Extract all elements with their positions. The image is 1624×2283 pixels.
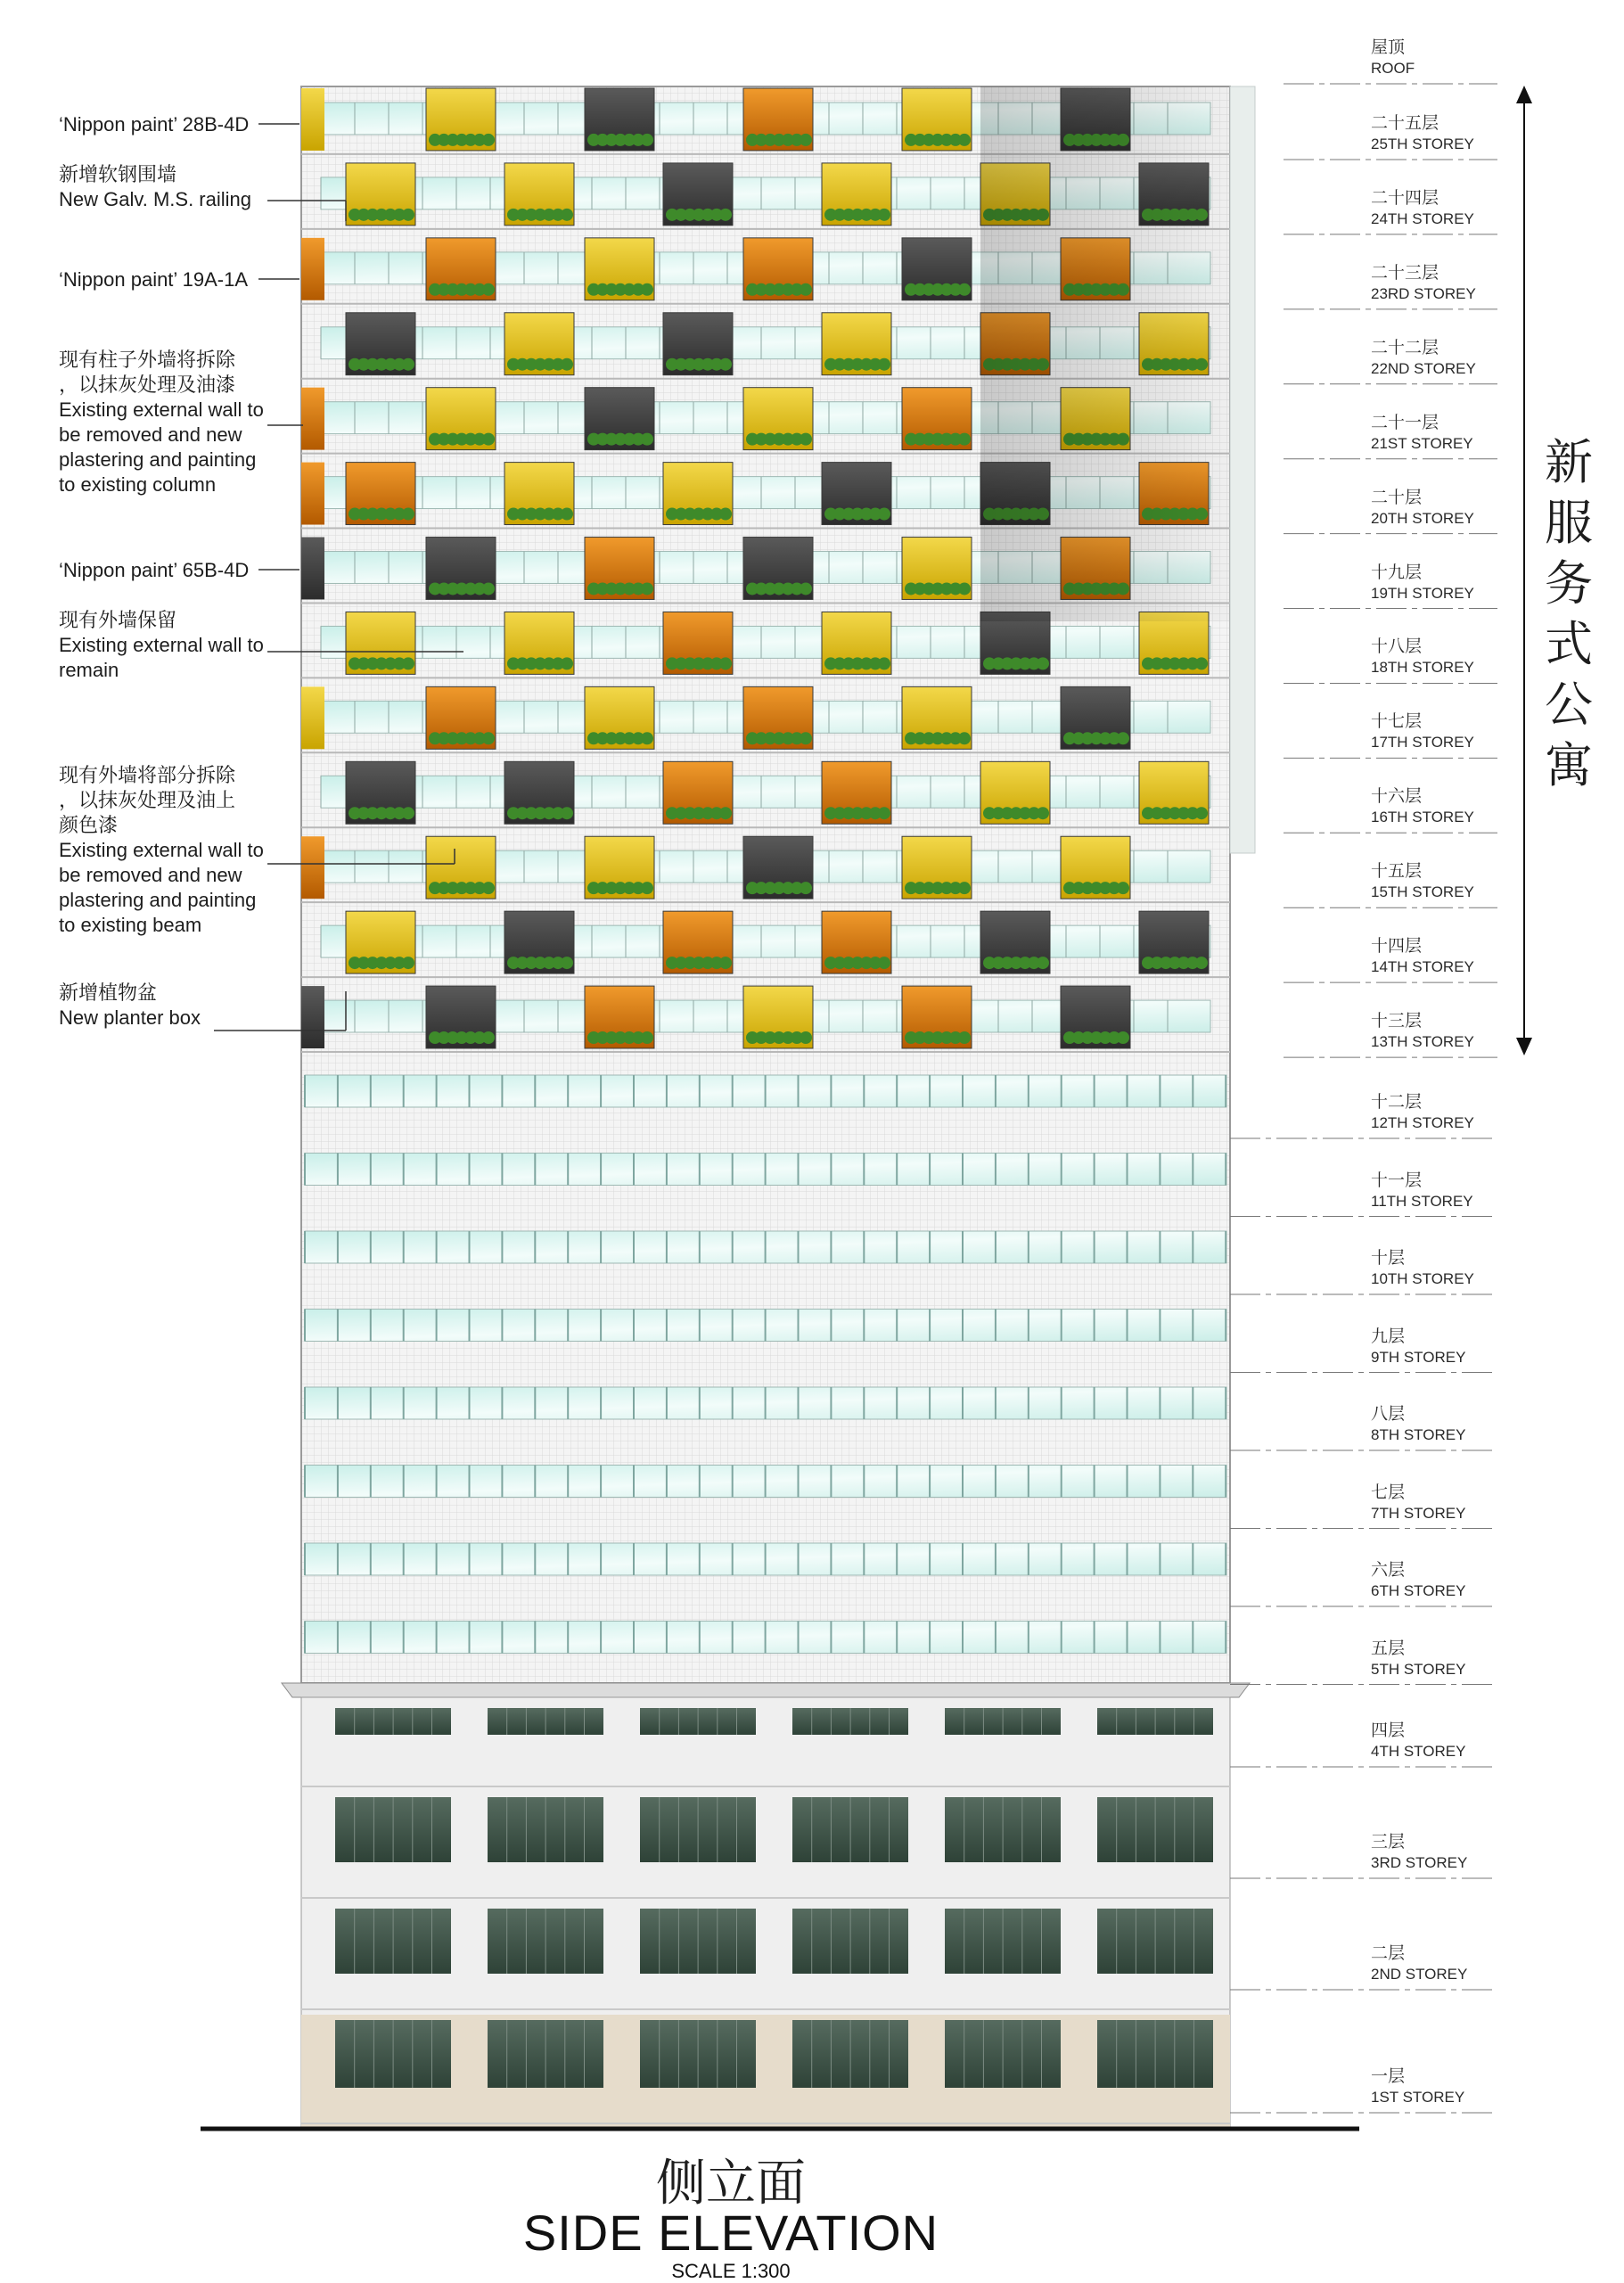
planter-foliage — [800, 134, 812, 146]
floor-label-zh: 二层 — [1371, 1944, 1406, 1963]
floor-label-zh: 二十五层 — [1371, 114, 1439, 133]
floor-label-en: 17TH STOREY — [1371, 734, 1474, 751]
floor-label-en: 4TH STOREY — [1371, 1743, 1466, 1760]
planter-foliage — [719, 508, 732, 521]
zone-label-character: 式 — [1545, 616, 1593, 672]
planter-foliage — [482, 1031, 495, 1044]
floor-label — [1371, 861, 1474, 902]
planter-foliage — [800, 433, 812, 446]
planter-foliage — [800, 1031, 812, 1044]
floor-label-en: 1ST STOREY — [1371, 2089, 1465, 2106]
floor-label-en: 6TH STOREY — [1371, 1582, 1466, 1599]
floor-label-en: 14TH STOREY — [1371, 958, 1474, 976]
zone-label-character: 寓 — [1545, 737, 1593, 793]
floor-label — [1371, 413, 1473, 454]
floor-label-zh: 一层 — [1371, 2067, 1406, 2086]
floor-label — [1371, 1326, 1465, 1367]
floor-label — [1371, 1011, 1474, 1052]
floor-label-en: ROOF — [1371, 60, 1415, 77]
annotation-line: Existing external wall to — [59, 634, 264, 656]
planter-foliage — [561, 508, 573, 521]
annotation-line: New planter box — [59, 1006, 201, 1029]
wing-shadow — [980, 86, 1230, 621]
floor-label — [1371, 1170, 1473, 1211]
storey-row — [301, 686, 1230, 752]
floor-label — [1371, 488, 1474, 529]
edge-paint-strip — [301, 88, 324, 151]
edge-paint-strip — [301, 686, 324, 749]
floor-label-en: 10TH STOREY — [1371, 1270, 1474, 1287]
planter-foliage — [402, 957, 414, 969]
floor-label-en: 7TH STOREY — [1371, 1504, 1466, 1522]
drawing-scale: SCALE 1:300 — [671, 2260, 791, 2282]
annotation-line: ，以抹灰处理及油上 — [59, 789, 236, 811]
floor-label-zh: 五层 — [1371, 1638, 1406, 1658]
planter-foliage — [482, 582, 495, 595]
annotation-line: 颜色漆 — [59, 814, 119, 836]
floor-label-en: 5TH STOREY — [1371, 1660, 1466, 1678]
annotation-line: Existing external wall to — [59, 398, 264, 421]
storey-row — [305, 1231, 1226, 1263]
planter-foliage — [800, 283, 812, 296]
planter-foliage — [719, 209, 732, 221]
annotation-line: to existing beam — [59, 914, 202, 936]
floor-label — [1371, 1560, 1465, 1601]
floor-label-en: 20TH STOREY — [1371, 509, 1474, 527]
storey-row — [305, 1075, 1226, 1107]
edge-paint-strip — [301, 238, 324, 300]
floor-label — [1371, 1720, 1465, 1762]
edge-paint-strip — [301, 388, 324, 450]
planter-foliage — [561, 957, 573, 969]
floor-label-zh: 二十四层 — [1371, 188, 1439, 208]
annotation-line: to existing column — [59, 473, 217, 496]
floor-label-zh: 二十一层 — [1371, 413, 1439, 432]
planter-foliage — [878, 657, 890, 669]
planter-foliage — [561, 807, 573, 819]
annotation-nippon-65b-4d — [59, 558, 249, 583]
edge-paint-strip — [301, 538, 324, 600]
annotation-line: be removed and new — [59, 423, 242, 446]
annotation-line: Existing external wall to — [59, 839, 264, 861]
annotation-line: 现有外墙将部分拆除 — [59, 764, 236, 786]
annotation-line: be removed and new — [59, 864, 242, 886]
planter-foliage — [719, 807, 732, 819]
planter-foliage — [402, 209, 414, 221]
building-facade — [201, 86, 1359, 2129]
planter-foliage — [1195, 957, 1208, 969]
planter-foliage — [719, 358, 732, 371]
floor-label — [1371, 563, 1474, 604]
floor-label-zh: 六层 — [1371, 1561, 1406, 1580]
floor-label-zh: 十四层 — [1371, 937, 1423, 957]
floor-label-en: 22ND STOREY — [1371, 359, 1476, 377]
annotation-line: 现有柱子外墙将拆除 — [59, 349, 236, 371]
floor-label-en: 15TH STOREY — [1371, 883, 1474, 901]
planter-foliage — [878, 508, 890, 521]
planter-foliage — [402, 358, 414, 371]
edge-paint-strip — [301, 986, 324, 1048]
floor-label-zh: 十九层 — [1371, 563, 1423, 582]
floor-label-en: 3RD STOREY — [1371, 1854, 1468, 1871]
annotation-beam-wall-removed — [59, 763, 264, 938]
planter-foliage — [641, 433, 653, 446]
floor-label — [1371, 1943, 1467, 1984]
floor-label — [1371, 711, 1474, 752]
planter-foliage — [1195, 807, 1208, 819]
storey-row — [301, 986, 1230, 1052]
planter-foliage — [1117, 1031, 1129, 1044]
planter-foliage — [561, 209, 573, 221]
planter-foliage — [1117, 732, 1129, 744]
floor-label-en: 23RD STOREY — [1371, 284, 1476, 302]
planter-foliage — [958, 882, 971, 894]
storey-row — [305, 1543, 1226, 1575]
annotation-nippon-28b-4d — [59, 112, 249, 137]
planter-foliage — [641, 134, 653, 146]
annotation-line: remain — [59, 659, 119, 681]
annotation-nippon-19a-1a — [59, 267, 248, 292]
annotation-line: plastering and painting — [59, 889, 257, 911]
floor-label — [1371, 1638, 1465, 1679]
floor-label-zh: 十五层 — [1371, 862, 1423, 882]
zone-label-serviced-apartment — [1542, 432, 1595, 796]
storey-row — [305, 1466, 1226, 1498]
floor-label — [1371, 37, 1415, 78]
planter-foliage — [641, 1031, 653, 1044]
floor-label-zh: 二十层 — [1371, 488, 1423, 507]
annotation-line: 现有外墙保留 — [59, 609, 177, 631]
storey-row — [305, 1387, 1226, 1419]
planter-foliage — [482, 433, 495, 446]
storey-row — [301, 2015, 1230, 2129]
floor-label-en: 16TH STOREY — [1371, 809, 1474, 826]
planter-foliage — [958, 1031, 971, 1044]
planter-foliage — [800, 882, 812, 894]
floor-label — [1371, 1248, 1474, 1289]
planter-foliage — [719, 957, 732, 969]
zone-label-character: 新 — [1545, 434, 1593, 490]
annotation-planter-box — [59, 981, 201, 1031]
floor-label — [1371, 1482, 1465, 1523]
floor-label-zh: 二十二层 — [1371, 338, 1439, 357]
planter-foliage — [800, 582, 812, 595]
storey-row — [301, 836, 1230, 902]
floor-label — [1371, 786, 1474, 827]
floor-label-zh: 八层 — [1371, 1405, 1406, 1424]
floor-label-en: 8TH STOREY — [1371, 1426, 1466, 1443]
floor-label-en: 21ST STOREY — [1371, 434, 1473, 452]
planter-foliage — [719, 657, 732, 669]
floor-label — [1371, 113, 1474, 154]
planter-foliage — [958, 433, 971, 446]
floor-label-en: 2ND STOREY — [1371, 1966, 1468, 1983]
planter-foliage — [800, 732, 812, 744]
floor-label-zh: 十一层 — [1371, 1170, 1423, 1190]
floor-label — [1371, 1404, 1465, 1445]
annotation-text-en: New Galv. M.S. railing — [59, 188, 251, 210]
planter-foliage — [482, 283, 495, 296]
annotation-text: ‘Nippon paint’ 19A-1A — [59, 268, 248, 291]
drawing-title-en: SIDE ELEVATION — [522, 2205, 939, 2261]
planter-foliage — [958, 732, 971, 744]
floor-label — [1371, 1832, 1467, 1873]
floor-label-zh: 十二层 — [1371, 1093, 1423, 1112]
floor-label-zh: 四层 — [1371, 1721, 1406, 1740]
floor-label-zh: 十三层 — [1371, 1012, 1423, 1031]
planter-foliage — [561, 657, 573, 669]
planter-foliage — [878, 807, 890, 819]
planter-foliage — [1037, 807, 1049, 819]
planter-foliage — [958, 134, 971, 146]
planter-foliage — [878, 957, 890, 969]
planter-foliage — [641, 882, 653, 894]
planter-foliage — [1195, 657, 1208, 669]
floor-label-zh: 三层 — [1371, 1833, 1406, 1852]
floor-label — [1371, 1092, 1474, 1133]
planter-foliage — [402, 807, 414, 819]
planter-foliage — [878, 209, 890, 221]
floor-label — [1371, 936, 1474, 977]
window-strip — [321, 925, 1210, 957]
floor-label-en: 11TH STOREY — [1371, 1192, 1473, 1210]
zone-label-character: 公 — [1545, 677, 1593, 733]
planter-foliage — [878, 358, 890, 371]
planter-foliage — [1117, 882, 1129, 894]
floor-label-zh: 十八层 — [1371, 637, 1423, 657]
floor-label-en: 25TH STOREY — [1371, 136, 1474, 152]
planter-foliage — [561, 358, 573, 371]
floor-label — [1371, 2066, 1464, 2107]
edge-paint-strip — [301, 463, 324, 525]
planter-foliage — [1037, 657, 1049, 669]
annotation-line: plastering and painting — [59, 448, 257, 471]
annotation-column-wall-removed — [59, 348, 264, 497]
floor-label-zh: 九层 — [1371, 1326, 1406, 1346]
planter-foliage — [641, 283, 653, 296]
floor-label — [1371, 636, 1474, 678]
planter-foliage — [958, 283, 971, 296]
annotation-text-zh: 新增软钢围墙 — [59, 163, 177, 185]
floor-label-zh: 二十三层 — [1371, 263, 1439, 283]
floor-label — [1371, 338, 1476, 379]
annotation-text: ‘Nippon paint’ 28B-4D — [59, 113, 250, 136]
podium-cornice — [282, 1683, 1250, 1697]
floor-label-en: 19TH STOREY — [1371, 584, 1474, 602]
storey-row — [305, 1310, 1226, 1342]
floor-label-en: 12TH STOREY — [1371, 1114, 1474, 1131]
annotation-line: ，以抹灰处理及油漆 — [59, 374, 236, 396]
storey-row — [305, 1622, 1226, 1654]
floor-label-en: 24TH STOREY — [1371, 209, 1474, 227]
floor-label-zh: 十七层 — [1371, 712, 1423, 732]
annotation-new-railing — [59, 162, 251, 212]
floor-label-en: 9TH STOREY — [1371, 1348, 1466, 1366]
planter-foliage — [1037, 957, 1049, 969]
planter-foliage — [402, 657, 414, 669]
planter-foliage — [641, 582, 653, 595]
planter-foliage — [641, 732, 653, 744]
drawing-title-zh: 侧立面 — [656, 2155, 806, 2213]
planter-foliage — [958, 582, 971, 595]
annotation-wall-remain — [59, 608, 264, 683]
floor-label — [1371, 188, 1474, 229]
annotation-line: 新增植物盆 — [59, 981, 158, 1004]
side-wing-edge — [1230, 86, 1255, 853]
floor-label-zh: 十层 — [1371, 1249, 1406, 1268]
planter-foliage — [482, 882, 495, 894]
arrow-up-icon — [1516, 86, 1532, 103]
annotation-text: ‘Nippon paint’ 65B-4D — [59, 559, 250, 581]
window-strip — [321, 626, 1210, 658]
floor-label-en: 13TH STOREY — [1371, 1033, 1474, 1051]
floor-label-en: 18TH STOREY — [1371, 659, 1474, 677]
storey-row — [305, 1154, 1226, 1186]
edge-paint-strip — [301, 836, 324, 899]
floor-label-zh: 十六层 — [1371, 787, 1423, 807]
floor-label — [1371, 263, 1476, 304]
planter-foliage — [482, 732, 495, 744]
planter-foliage — [402, 508, 414, 521]
floor-label-zh: 屋顶 — [1371, 38, 1406, 57]
window-strip — [321, 776, 1210, 808]
planter-foliage — [482, 134, 495, 146]
zone-label-character: 务 — [1545, 555, 1593, 612]
zone-label-character: 服 — [1545, 495, 1593, 551]
floor-label-zh: 七层 — [1371, 1482, 1406, 1502]
arrow-down-icon — [1516, 1038, 1532, 1055]
